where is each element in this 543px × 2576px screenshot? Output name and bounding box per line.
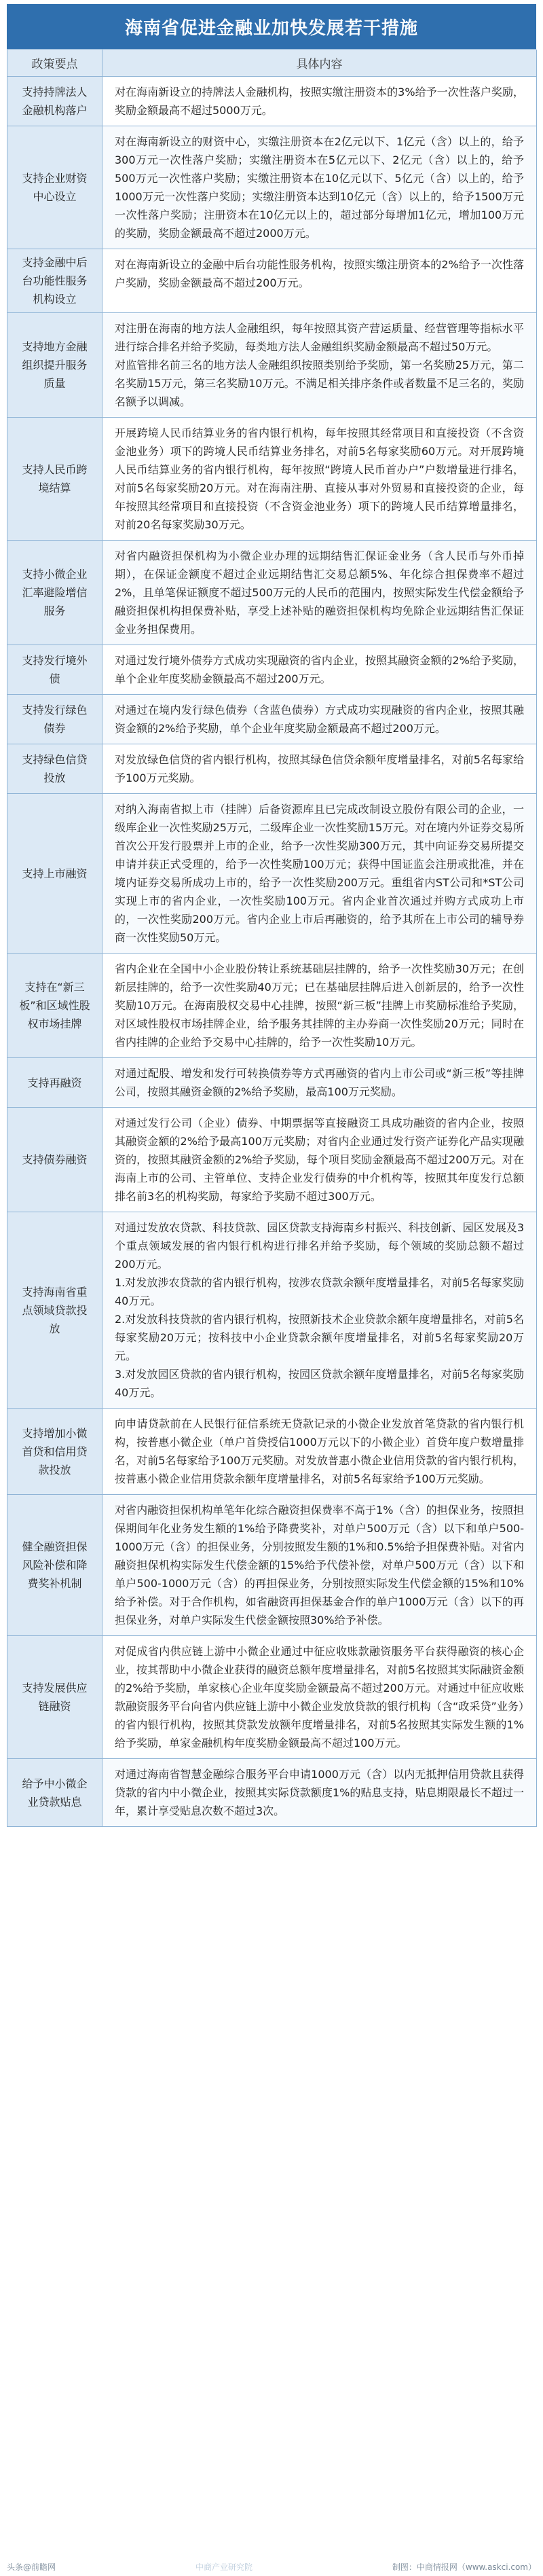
policy-point-detail: 向申请贷款前在人民银行征信系统无贷款记录的小微企业发放首笔贷款的省内银行机构，按普惠小微企业（单户首贷授信1000万元以下的小微企业）首贷年度户数增量排名，对前5名每家给予100万元奖励。对发放普惠小微企业信用贷款的省内银行机构，按普惠小微企业信用贷款余额年度增量排名，对前5名每家给予100万元奖励。 [102,1409,537,1495]
policy-point-name: 支持增加小微首贷和信用贷款投放 [7,1409,102,1495]
policy-point-name: 支持金融中后台功能性服务机构设立 [7,249,102,313]
footer-source-left: 头条@前瞻网 [7,2562,56,2572]
policy-point-detail: 开展跨境人民币结算业务的省内银行机构，每年按照其经常项目和直接投资（不含资金池业务）项下的跨境人民币结算业务排名，对前5名每家奖励60万元。对开展跨境人民币结算业务的省内银行机构，每年按照“跨境人民币首办户”户数增量进行排名，对前5名每家奖励20万元。对在海南注册、直接从事对外贸易和直接投资的企业，每年按照其经常项目和直接投资（不含资金池业务）项下的跨境人民币结算增量排名，对前20名每家奖励30万元。 [102,418,537,541]
policy-point-detail: 对省内融资担保机构为小微企业办理的远期结售汇保证金业务（含人民币与外币掉期），在保证金额度不超过企业远期结售汇交易总额5%、年化综合担保费率不超过2%，且单笔保证额度不超过500万元的人民币的范围内，按照实际发生代偿金额给予融资担保机构担保费补贴，享受上述补贴的融资担保机构均免除企业远期结售汇保证金业务担保费用。 [102,541,537,645]
policy-point-detail: 对促成省内供应链上游中小微企业通过中征应收账款融资服务平台获得融资的核心企业，按其帮助中小微企业获得的融资总额年度增量排名，对前5名按照其实际融资金额的2%给予奖励，单家核心企业年度奖励金额最高不超过200万元。对通过中征应收账款融资服务平台向省内供应链上游中小微企业发放贷款的银行机构（含“政采贷”业务）的省内银行机构，按照其贷款发放额年度增量排名，对前5名按照其实际发生额的1%给予奖励，单家金融机构年度奖励金额最高不超过100万元。 [102,1636,537,1759]
policy-point-name: 支持在“新三板”和区域性股权市场挂牌 [7,954,102,1058]
policy-point-detail: 对在海南新设立的金融中后台功能性服务机构，按照实缴注册资本的2%给予一次性落户奖励，奖励金额最高不超过200万元。 [102,249,537,313]
policy-point-detail: 对在海南新设立的财资中心，实缴注册资本在2亿元以下、1亿元（含）以上的，给予300万元一次性落户奖励；实缴注册资本在5亿元以下、2亿元（含）以上的，给予500万元一次性落户奖励；实缴注册资本在10亿元以下、5亿元（含）以上的，给予1000万元一次性落户奖励；实缴注册资本达到10亿元（含）以上的，给予1500万元一次性落户奖励；注册资本在10亿元以上的，超过部分每增加1亿元，增加100万元的奖励，奖励金额最高不超过2000万元。 [102,126,537,249]
policy-point-detail: 对纳入海南省拟上市（挂牌）后备资源库且已完成改制设立股份有限公司的企业，一级库企业一次性奖励25万元，二级库企业一次性奖励15万元。对在境内外证券交易所首次公开发行股票并上市的企业，给予一次性奖励300万元，其中向证券交易所提交申请并获正式受理的，给予一次性奖励100万元；获得中国证监会注册或批准，并在境内证券交易所成功上市的，给予一次性奖励200万元。重组省内ST公司和*ST公司实现上市的省内企业，一次性奖励100万元。省内企业首次通过并购方式成功上市的，一次性奖励200万元。省内企业上市后再融资的，给予其所在上市公司的辅导券商一次性奖励50万元。 [102,794,537,954]
watermark: 中商产业研究院 [195,2562,252,2572]
policy-point-detail: 对通过发行公司（企业）债券、中期票据等直接融资工具成功融资的省内企业，按照其融资金额的2%给予最高100万元奖励；对省内企业通过发行资产证券化产品实现融资的，按照其融资金额的2%给予奖励，每个项目奖励金额最高不超过200万元。对在海南上市的公司、主管单位、支持企业发行债券的中介机构等，按照其年度发行总额排名前3名的机构奖励，每家给予奖励不超过300万元。 [102,1108,537,1212]
policy-point-detail: 对通过发行境外债券方式成功实现融资的省内企业，按照其融资金额的2%给予奖励，单个企业年度奖励金额最高不超过200万元。 [102,645,537,695]
footer [7,2559,536,2574]
policy-point-name: 给予中小微企业贷款贴息 [7,1759,102,1827]
policy-table [7,49,536,1827]
policy-point-name: 支持海南省重点领域贷款投放 [7,1212,102,1409]
footer-source-right: 制图：中商情报网（www.askci.com） [392,2562,536,2572]
policy-point-detail: 对发放绿色信贷的省内银行机构，按照其绿色信贷余额年度增量排名，对前5名每家给予100万元奖励。 [102,744,537,794]
policy-point-detail: 省内企业在全国中小企业股份转让系统基础层挂牌的，给予一次性奖励30万元；在创新层挂牌的，给予一次性奖励40万元；已在基础层挂牌后进入创新层的，给予一次性奖励10万元。在海南股权交易中心挂牌，按照“新三板”挂牌上市奖励标准给予奖励，对区域性股权市场挂牌企业，给予服务其挂牌的主办券商一次性奖励20万元；同时在省内挂牌的企业给予交易中心挂牌的，给予一次性奖励10万元。 [102,954,537,1058]
page-title: 海南省促进金融业加快发展若干措施 [7,4,536,49]
policy-point-name: 支持发行境外债 [7,645,102,695]
policy-point-detail: 对通过发放农贷款、科技贷款、园区贷款支持海南乡村振兴、科技创新、园区发展及3个重点领域发展的省内银行机构进行排名并给予奖励，每个领域的奖励总额不超过200万元。 1.对发放涉农贷款的省内银行机构，按涉农贷款余额年度增量排名，对前5名每家奖励40万元。 2.对发放科技贷款的省内银行机构，按照新技术企业贷款余额年度增量排名，对前5名每家奖励20万元；按科技中小企业贷款余额年度增量排名，对前5名每家奖励20万元。 3.对发放园区贷款的省内银行机构，按园区贷款余额年度增量排名，对前5名每家奖励40万元。 [102,1212,537,1409]
policy-point-detail: 对省内融资担保机构单笔年化综合融资担保费率不高于1%（含）的担保业务，按照担保期间年化业务发生额的1%给予降费奖补，对单户500万元（含）以下和单户500-1000万元（含）的担保业务，分别按照发生额的1%和0.5%给予担保费补贴。对省内融资担保机构实际发生代偿金额的15%给予代偿补偿，对单户500万元（含）以下和单户500-1000万元（含）的再担保业务，分别按照实际发生代偿金额的15%和10%给予补偿。对于合作机构，如省融资再担保基金合作的单户1000万元（含）以下的再担保业务，对单户实际发生代偿金额按照30%给予补偿。 [102,1495,537,1636]
policy-point-detail: 对通过在境内发行绿色债券（含蓝色债券）方式成功实现融资的省内企业，按照其融资金额的2%给予奖励，单个企业年度奖励金额最高不超过200万元。 [102,695,537,744]
policy-point-name: 支持发行绿色债券 [7,695,102,744]
policy-point-detail: 对通过配股、增发和发行可转换债券等方式再融资的省内上市公司或“新三板”等挂牌公司，按照其融资金额的2%给予奖励，最高100万元奖励。 [102,1058,537,1108]
policy-point-detail: 对注册在海南的地方法人金融组织，每年按照其资产营运质量、经营管理等指标水平进行综合排名并给予奖励，每类地方法人金融组织奖励金额最高不超过50万元。 对监管排名前三名的地方法人金融组织按照类别给予奖励，第一名奖励25万元，第二名奖励15万元，第三名奖励10万元。不满足相关排序条件或者数量不足三名的，奖励名额予以调减。 [102,313,537,418]
policy-point-name: 支持人民币跨境结算 [7,418,102,541]
policy-point-detail: 对在海南新设立的持牌法人金融机构，按照实缴注册资本的3%给予一次性落户奖励，奖励金额最高不超过5000万元。 [102,77,537,126]
header-detail-content: 具体内容 [102,50,537,77]
policy-point-name: 支持企业财资中心设立 [7,126,102,249]
policy-point-name: 支持发展供应链融资 [7,1636,102,1759]
policy-point-detail: 对通过海南省智慧金融综合服务平台申请1000万元（含）以内无抵押信用贷款且获得贷款的省内中小微企业，按照其实际贷款额度1%的贴息支持，贴息期限最长不超过一年，累计享受贴息次数不超过3次。 [102,1759,537,1827]
policy-point-name: 支持小微企业汇率避险增信服务 [7,541,102,645]
policy-point-name: 支持再融资 [7,1058,102,1108]
policy-point-name: 支持持牌法人金融机构落户 [7,77,102,126]
policy-point-name: 支持债券融资 [7,1108,102,1212]
policy-point-name: 支持上市融资 [7,794,102,954]
policy-point-name: 支持绿色信贷投放 [7,744,102,794]
policy-point-name: 支持地方金融组织提升服务质量 [7,313,102,418]
header-policy-point: 政策要点 [7,50,102,77]
policy-point-name: 健全融资担保风险补偿和降费奖补机制 [7,1495,102,1636]
